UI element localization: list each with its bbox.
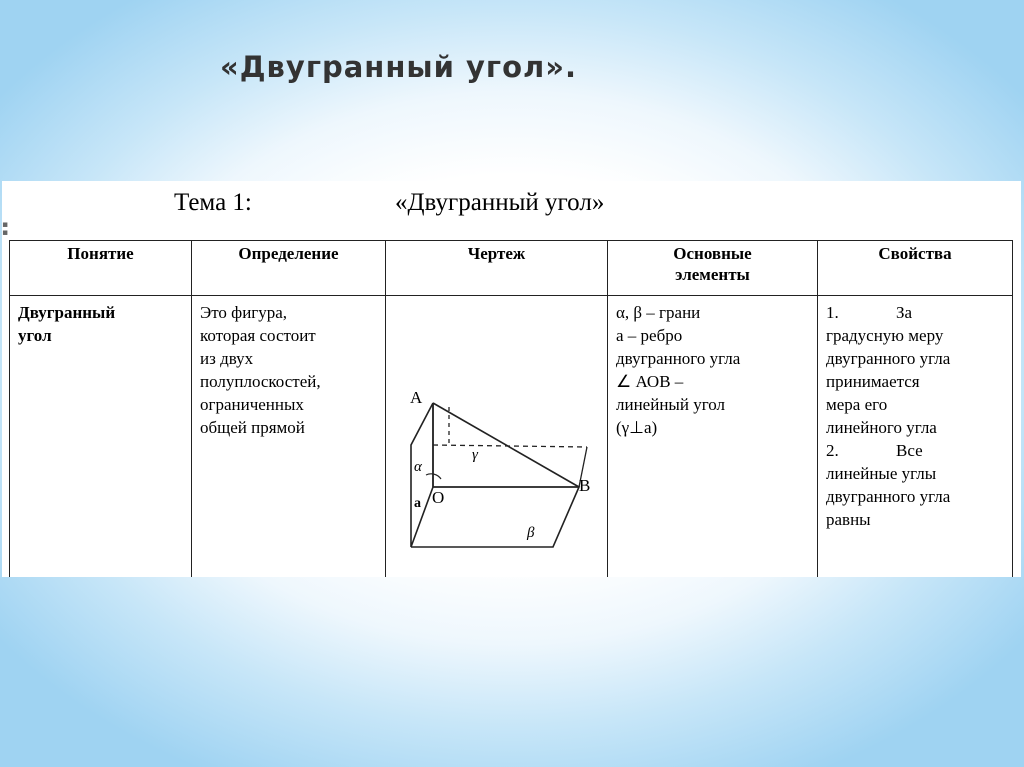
dihedral-angle-diagram	[386, 296, 608, 576]
label-point-o: O	[432, 488, 445, 507]
cell-definition	[192, 296, 386, 578]
header-definition: Определение	[192, 241, 386, 296]
property-line	[826, 416, 1004, 439]
header-elements-line: элементы	[675, 265, 750, 284]
property-text: За	[896, 303, 913, 322]
label-beta: β	[527, 525, 535, 541]
definition-line: из двух	[200, 349, 254, 368]
header-drawing: Чертеж	[386, 241, 608, 296]
property-text: линейные углы	[826, 464, 937, 483]
property-line	[826, 301, 1004, 324]
cell-drawing	[386, 296, 608, 578]
elements-line: а – ребро	[616, 326, 683, 345]
cell-concept	[10, 296, 192, 578]
topic-name: «Двугранный угол»	[395, 189, 605, 216]
property-line	[826, 439, 1004, 462]
header-properties: Свойства	[818, 241, 1013, 296]
label-point-a: A	[410, 388, 423, 407]
cell-elements	[608, 296, 818, 578]
topic-label: Тема 1:	[174, 189, 252, 216]
label-gamma: γ	[472, 447, 478, 463]
definition-line: которая состоит	[200, 326, 316, 345]
elements-line: линейный угол	[616, 395, 725, 414]
property-text: градусную меру	[826, 326, 944, 345]
concept-line: угол	[18, 326, 52, 345]
property-line	[826, 324, 1004, 347]
property-text: мера его	[826, 395, 888, 414]
table-header-row	[10, 241, 1013, 296]
property-line	[826, 485, 1004, 508]
property-text: линейного угла	[826, 418, 937, 437]
definition-line: общей прямой	[200, 418, 305, 437]
property-text: Все	[896, 441, 923, 460]
elements-line: α, β – грани	[616, 303, 701, 322]
definition-line: Это фигура,	[200, 303, 288, 322]
document-image	[2, 181, 1021, 577]
elements-line: двугранного угла	[616, 349, 741, 368]
concept-line: Двугранный	[18, 303, 116, 322]
document-heading	[2, 189, 1021, 225]
header-elements-line: Основные	[673, 244, 752, 263]
definition-line: полуплоскостей,	[200, 372, 321, 391]
property-text: двугранного угла	[826, 349, 951, 368]
label-point-b: B	[579, 476, 591, 495]
plane-alpha-outline	[411, 403, 433, 547]
elements-line: (γ⊥а)	[616, 418, 658, 437]
property-number: 2.	[826, 441, 839, 460]
elements-line: ∠ АОВ –	[616, 372, 684, 391]
property-number: 1.	[826, 303, 839, 322]
property-text: принимается	[826, 372, 920, 391]
table-row	[10, 296, 1013, 578]
header-elements	[608, 241, 818, 296]
definition-line: ограниченных	[200, 395, 304, 414]
cell-properties	[818, 296, 1013, 578]
property-line	[826, 370, 1004, 393]
margin-marker: ▪ ▪	[2, 220, 9, 238]
label-alpha: α	[414, 459, 422, 475]
slide-title: «Двугранный угол».	[220, 50, 577, 84]
property-line	[826, 393, 1004, 416]
property-line	[826, 347, 1004, 370]
property-line	[826, 508, 1004, 531]
property-text: двугранного угла	[826, 487, 951, 506]
property-line	[826, 462, 1004, 485]
concept-table	[9, 240, 1013, 577]
property-text: равны	[826, 510, 871, 529]
header-concept: Понятие	[10, 241, 192, 296]
label-edge: а	[414, 496, 421, 511]
